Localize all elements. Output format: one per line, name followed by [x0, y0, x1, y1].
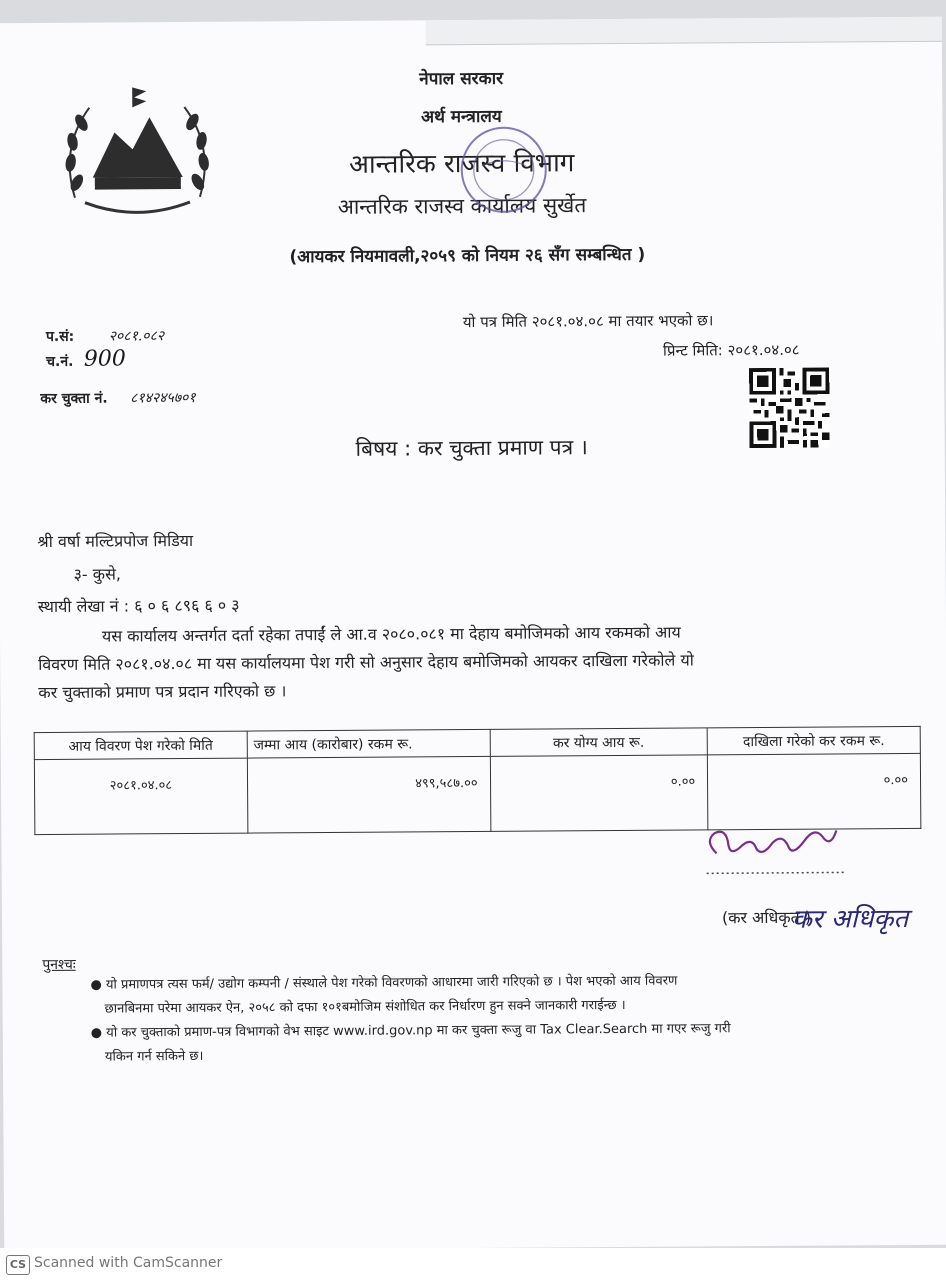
- ps-label: प.सं:: [45, 328, 75, 345]
- note-line: छानबिनमा परेमा आयकर ऐन, २०५८ को दफा १०१बमोजिम संशोधित कर निर्धारण हुन सक्ने जानकारी गराईन्छ ।: [104, 997, 626, 1017]
- officer-handwritten: कर अधिकृत: [791, 903, 909, 935]
- note-line: यकिन गर्न सकिने छ।: [104, 1048, 204, 1065]
- subject-line: बिषय : कर चुक्ता प्रमाण पत्र ।: [355, 435, 588, 461]
- notes-section: [42, 949, 903, 1070]
- certificate-body: [38, 617, 907, 707]
- cn-label: च.नं.: [46, 353, 74, 370]
- signature-icon: [696, 822, 846, 883]
- body-line: कर चुक्ताको प्रमाण पत्र प्रदान गरिएको छ ।: [38, 681, 287, 703]
- body-line: यस कार्यालय अन्तर्गत दर्ता रहेका तपाईं ले आ.व २०८०.०८१ मा देहाय बमोजिमको आय रकमको आय: [101, 622, 681, 646]
- prepared-date: यो पत्र मिति २०८१.०४.०८ मा तयार भएको छ।: [462, 311, 714, 332]
- table-header: जम्मा आय (कारोबार) रकम रू.: [247, 729, 490, 758]
- table-cell-total-income: ४९९,५८७.००: [247, 756, 490, 833]
- recipient-pan: स्थायी लेखा नं : ६ ० ६ ८९६ ६ ० ३: [37, 595, 240, 617]
- note-line: ● यो प्रमाणपत्र त्यस फर्म/ उद्योग कम्पनी / संस्थाले पेश गरेको विवरणको आधारमा जारी गरिएको छ । पेश भएको आय विवरण: [90, 973, 678, 993]
- camscanner-logo-icon: CS: [6, 1255, 30, 1275]
- cn-ref: [46, 346, 126, 372]
- scanner-footer: [0, 1248, 946, 1280]
- ps-ref: [46, 326, 164, 346]
- office-stamp-icon: [451, 115, 557, 224]
- tax-clearance-value: ८१४२४५७०१: [130, 389, 196, 407]
- government-title: नेपाल सरकार: [419, 68, 504, 90]
- body-line: विवरण मिति २०८१.०४.०८ मा यस कार्यालयमा पेश गरी सो अनुसार देहाय बमोजिमको आयकर दाखिला गरेकोले यो: [38, 650, 694, 675]
- department-title: आन्तरिक राजस्व विभाग: [348, 148, 575, 180]
- table-cell-taxable-income: ०.००: [490, 755, 708, 832]
- rule-reference: (आयकर नियमावली,२०५९ को नियम २६ सँग सम्बन्धित ): [289, 244, 646, 268]
- recipient-address: ३- कुसे,: [73, 564, 122, 584]
- office-title: आन्तरिक राजस्व कार्यालय सुर्खेत: [337, 193, 587, 219]
- recipient-name: श्री वर्षा मल्टिप्रपोज मिडिया: [37, 530, 194, 552]
- table-header: कर योग्य आय रू.: [490, 728, 708, 757]
- paper-edge: [426, 17, 942, 46]
- table-header: दाखिला गरेको कर रकम रू.: [707, 726, 920, 754]
- ps-value: २०८१.०८२: [108, 328, 165, 345]
- cn-value: 900: [83, 346, 126, 372]
- table-header: आय विवरण पेश गरेको मिति: [34, 731, 247, 759]
- notes-title: पुनश्चः: [42, 956, 76, 974]
- table-cell-tax-paid: ०.००: [708, 753, 921, 829]
- certificate-sheet: [0, 17, 946, 1252]
- print-date: प्रिन्ट मिति: २०८१.०४.०८: [662, 340, 800, 360]
- ministry-title: अर्थ मन्त्रालय: [420, 106, 502, 128]
- tax-clearance-ref: [40, 388, 195, 408]
- note-line: ● यो कर चुक्ताको प्रमाण-पत्र विभागको वेभ साइट www.ird.gov.np मा कर चुक्ता रूजु वा Tax Clear.Search मा गएर रूजु गरी: [90, 1021, 731, 1041]
- officer-label: (कर अधिकृत ): [721, 907, 812, 928]
- tax-clearance-label: कर चुक्ता नं.: [40, 390, 108, 408]
- tax-table: [34, 726, 922, 835]
- scanner-watermark: Scanned with CamScanner: [34, 1255, 223, 1271]
- nepal-emblem-icon: [54, 77, 220, 228]
- table-cell-date: २०८१.०४.०८: [34, 758, 247, 834]
